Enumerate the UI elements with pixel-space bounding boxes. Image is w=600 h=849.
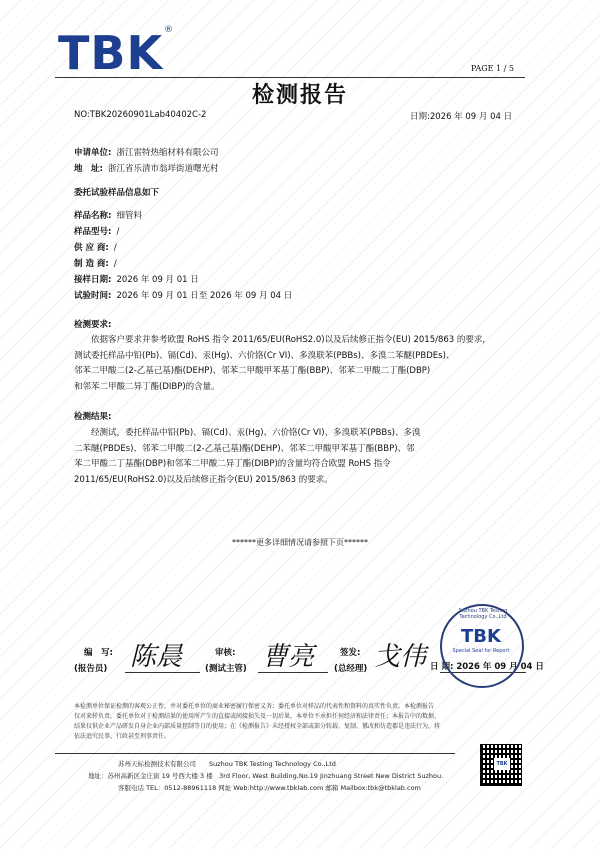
issue-signature: 戈伟 [374, 642, 427, 672]
review-sub: (测试主管) [205, 664, 247, 674]
results-line: 经测试，委托样品中铅(Pb)、镉(Cd)、汞(Hg)、六价铬(Cr VI)、多溴联苯(PBBs)、多溴 [74, 428, 421, 438]
author-sub: (报告员) [74, 664, 108, 674]
footer-contact: 客服电话 TEL：0512-88961118 网址 Web:http://www.tbklab.com 邮箱 Mailbox:tbk@tbklab.com [118, 784, 421, 792]
disclaimer [74, 702, 526, 742]
review-label: 审核: [215, 648, 236, 658]
disclaimer-line: 本检测单位保证检测的客观公正性，并对委托单位的商业秘密履行保密义务；委托单位对样品的代表性和资料的真实性负责。本检测报告 [74, 703, 435, 710]
more-note: ******更多详细情况请参照下页****** [232, 538, 368, 547]
applicant-label: 申请单位: [74, 148, 112, 158]
applicant-value: 浙江雷特热缩材料有限公司 [116, 148, 219, 158]
requirements-line: 和邻苯二甲酸二异丁酯(DIBP)的含量。 [74, 381, 220, 392]
requirements-text [74, 333, 526, 395]
disclaimer-line: 依法追究民事、行政甚至刑事责任。 [74, 733, 171, 740]
requirements-heading: 检测要求: [74, 320, 112, 330]
review-underline [258, 672, 328, 673]
results-heading: 检测结果: [74, 412, 112, 422]
author-signature: 陈晨 [130, 642, 183, 672]
results-line: 苯二甲酸二丁基酯(DBP)和邻苯二甲酸二异丁酯(DIBP)的含量均符合欧盟 RoHS 指令 [74, 459, 391, 469]
disclaimer-line: 仅对来样负责，委托单位对于检测结果的使用所产生的直接或间接损失及一切后果，本单位不承担任何经济和法律责任；本报告中的数据、 [74, 713, 441, 720]
requirements-line: 邻苯二甲酸二(2-乙基己基)酯(DEHP)、邻苯二甲酸甲苯基丁酯(BBP)、邻苯二甲酸二丁酯(DBP) [74, 366, 431, 376]
report-title: 检测报告 [251, 82, 348, 108]
issue-sub: (总经理) [334, 664, 368, 674]
sample-field-value: 细管料 [116, 211, 143, 221]
sample-field-label: 制 造 商: [74, 259, 109, 269]
signature-date: 日 期: 2026 年 09 月 04 日 [430, 662, 544, 672]
sample-field-label: 供 应 商: [74, 243, 109, 253]
address-value: 浙江省乐清市翁垟街道曙光村 [108, 164, 219, 174]
report-number: NO:TBK20260901Lab40402C-2 [74, 110, 207, 120]
sample-field-label: 样品名称: [74, 211, 112, 221]
sample-field-label: 样品型号: [74, 227, 112, 237]
results-text [74, 426, 526, 488]
sample-field [74, 283, 292, 302]
sample-field-label: 试验时间: [74, 291, 112, 301]
address-row [74, 156, 219, 175]
sample-field-value: 2026 年 09 月 01 日 [116, 275, 199, 285]
sample-field-value: / [113, 259, 117, 269]
report-date: 日期:2026 年 09 月 04 日 [410, 112, 513, 122]
footer-address: 地址：苏州高新区金庄街 19 号西大楼 3 楼 3rd Floor, West Building,No.19 Jinzhuang Street New District Suzhou. [88, 772, 444, 780]
review-signature: 曹亮 [262, 642, 315, 672]
sample-field-value: / [116, 227, 120, 237]
footer-rule [55, 753, 455, 754]
footer-company: 苏州天标检测技术有限公司 Suzhou TBK Testing Technology Co.,Ltd [118, 760, 336, 768]
requirements-line: 测试委托样品中铅(Pb)、镉(Cd)、汞(Hg)、六价铬(Cr VI)、多溴联苯(PBBs)、多溴二苯醚(PBDEs)、 [74, 350, 455, 361]
sample-heading: 委托试验样品信息如下 [74, 188, 160, 198]
tbk-logo: TBK [58, 26, 164, 80]
sample-field-value: / [113, 243, 117, 253]
address-label: 地 址: [74, 164, 103, 174]
author-label: 编 写: [84, 648, 113, 658]
seal-subtext: Special Seal for Report [452, 648, 510, 654]
results-line: 2011/65/EU(RoHS2.0)以及后续修正指令(EU) 2015/863 的要求。 [74, 474, 333, 485]
seal-logo: TBK [461, 626, 501, 647]
qr-logo: TBK [494, 758, 510, 770]
issue-label: 签发: [340, 648, 361, 658]
results-line: 二苯醚(PBDEs)、邻苯二甲酸二(2-乙基己基)酯(DEHP)、邻苯二甲酸甲苯基丁酯(BBP)、邻 [74, 443, 415, 454]
disclaimer-line: 结果仅供企业产品研发自身企业内部质量控制等目的使用；在《检测报告》未经授权全部或部分转载、复制、篡改和仿造都是违法行为，将 [74, 723, 441, 730]
registered-mark: ® [164, 25, 173, 35]
sample-field-value: 2026 年 09 月 01 日至 2026 年 09 月 04 日 [116, 291, 293, 301]
author-underline [125, 672, 200, 673]
seal-ring-text: Suzhou TBK Testing Technology Co.,Ltd [458, 608, 508, 620]
page-number: PAGE 1 / 5 [470, 64, 514, 73]
sample-field-label: 接样日期: [74, 275, 112, 285]
requirements-line: 依据客户要求并参考欧盟 RoHS 指令 2011/65/EU(RoHS2.0)以及后续修正指令(EU) 2015/863 的要求， [74, 335, 491, 345]
